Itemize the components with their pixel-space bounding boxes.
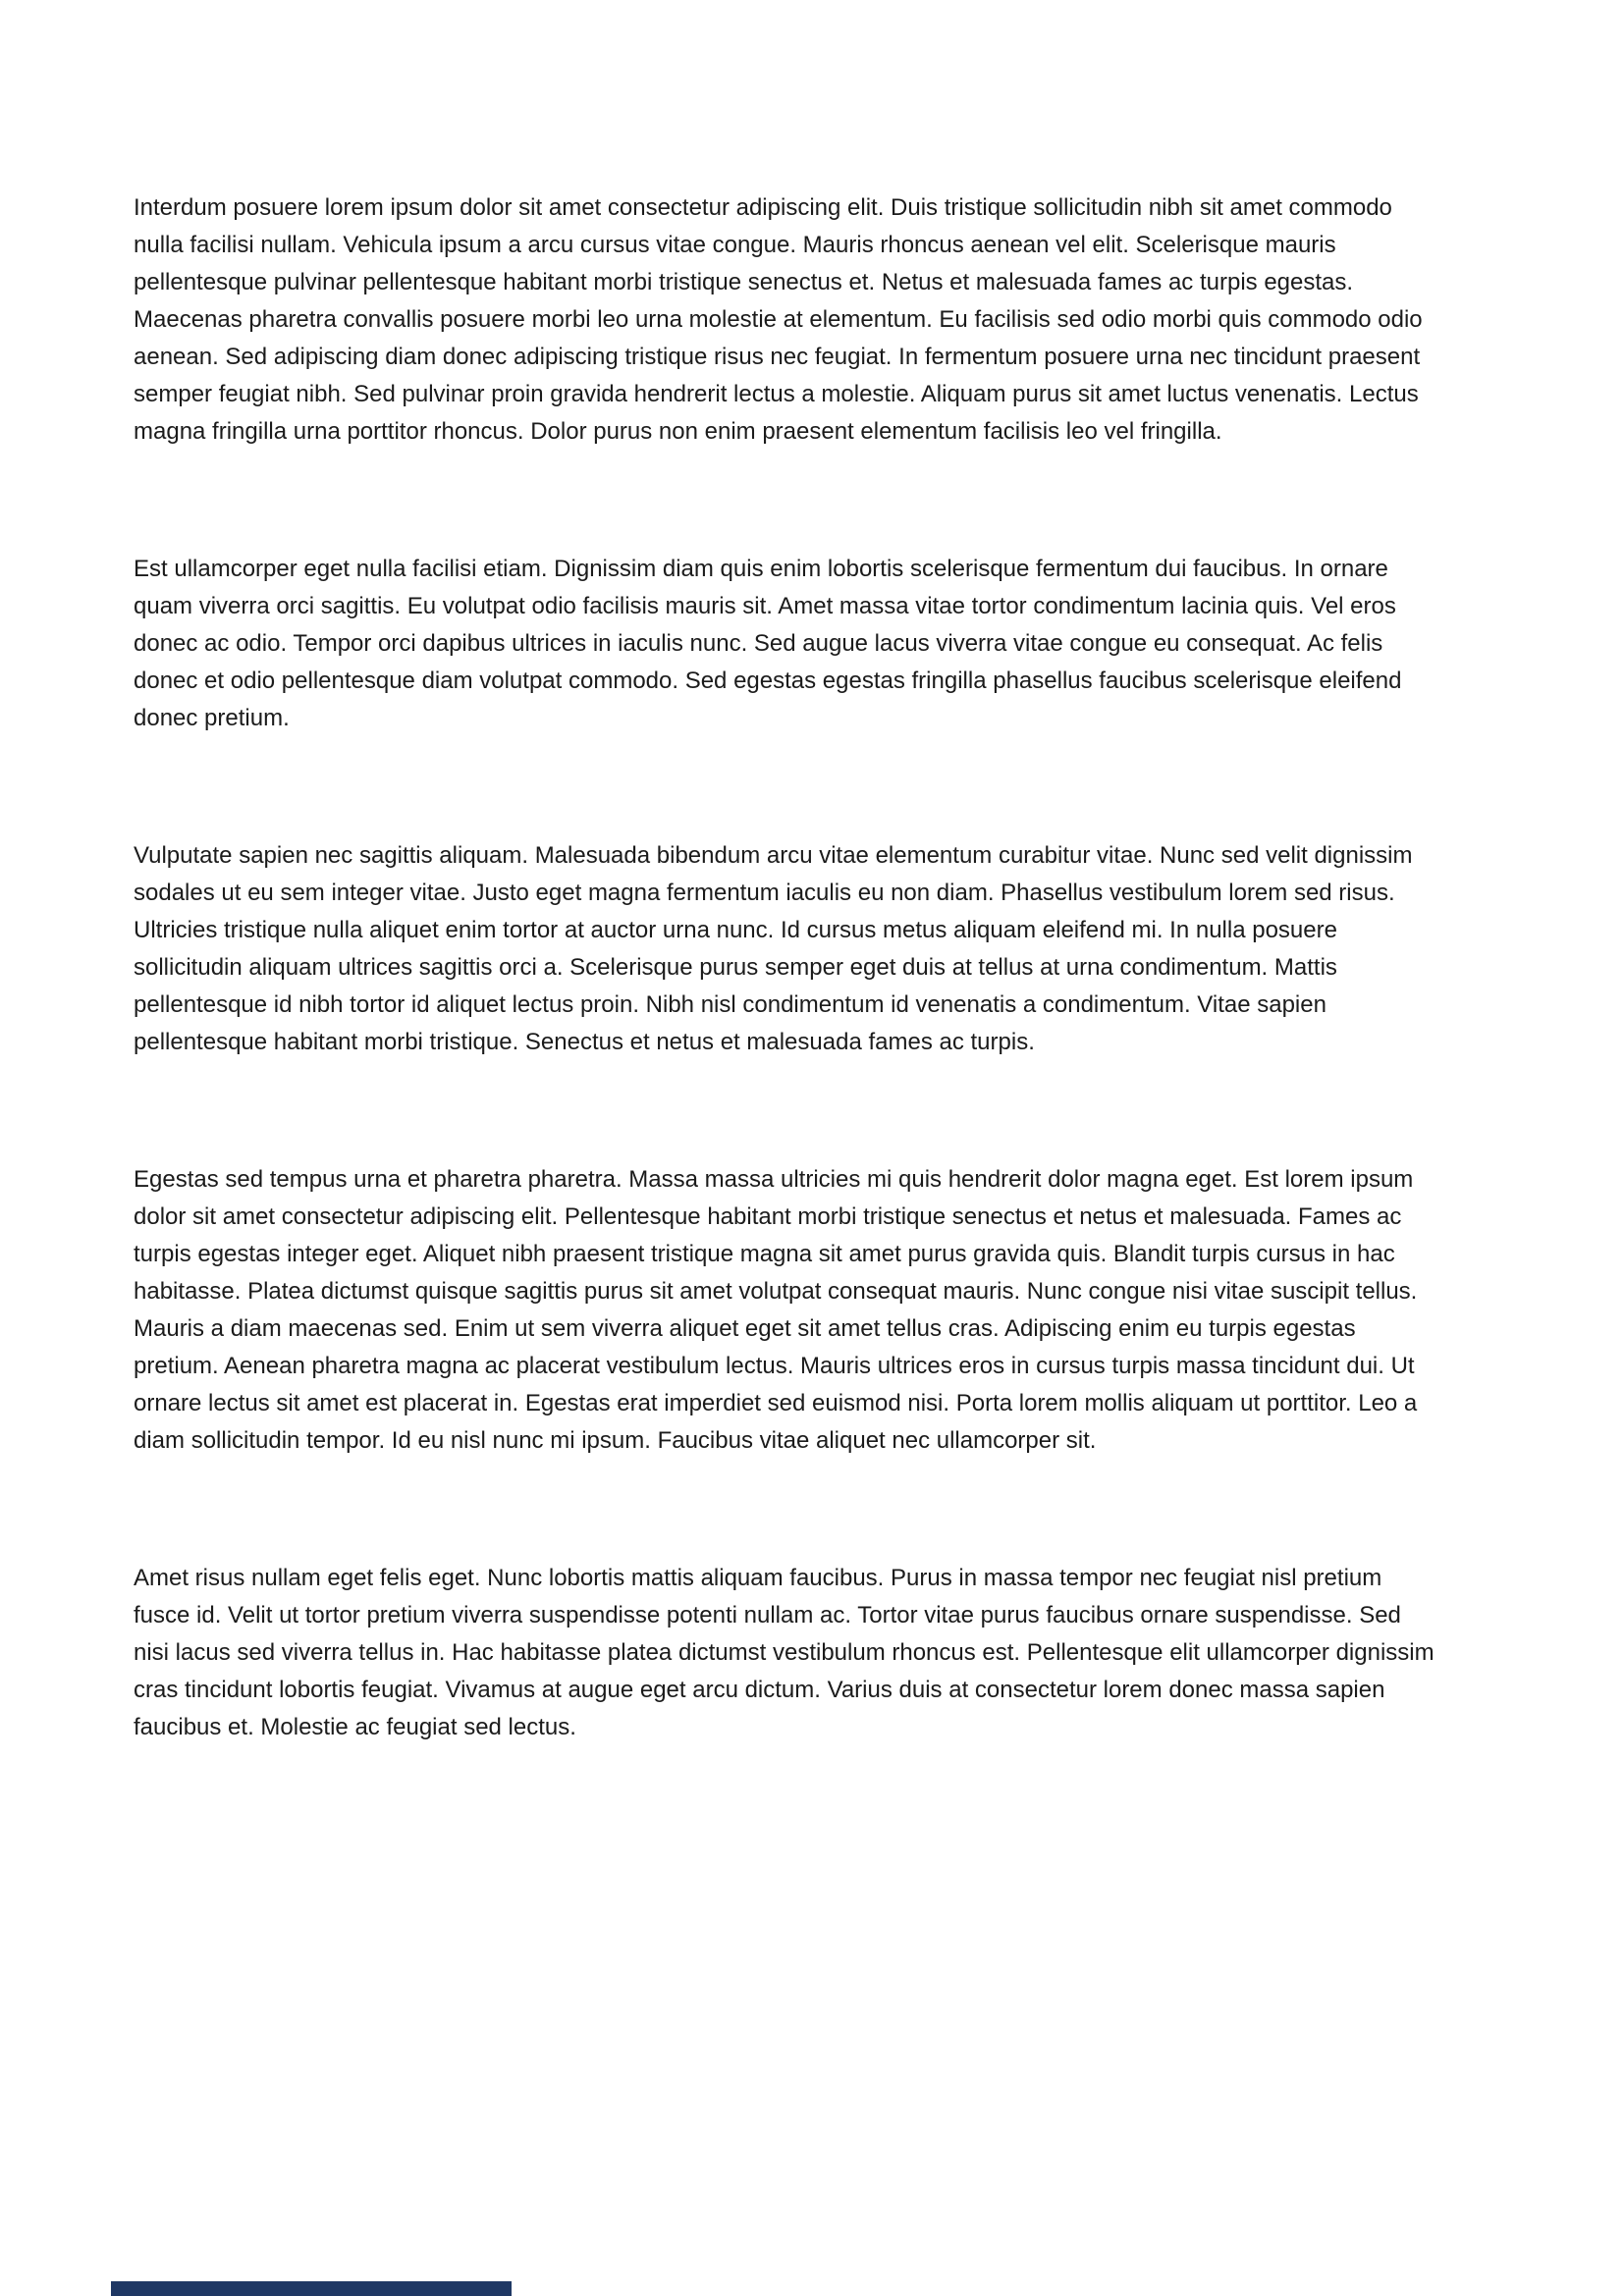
paragraph-3: Vulputate sapien nec sagittis aliquam. Malesuada bibendum arcu vitae elementum curabitur vitae. Nunc sed velit dignissim sodales ut eu sem integer vitae. Justo eget magna fermentum iaculis eu non diam. Phasellus vestibulum lorem sed risus. Ultricies tristique nulla aliquet enim tortor at auctor urna nunc. Id cursus metus aliquam eleifend mi. In nulla posuere sollicitudin aliquam ultrices sagittis orci a. Scelerisque purus semper eget duis at tellus at urna condimentum. Mattis pellentesque id nibh tortor id aliquet lectus proin. Nibh nisl condimentum id venenatis a condimentum. Vitae sapien pellentesque habitant morbi tristique. Senectus et netus et malesuada fames ac turpis.: [134, 842, 1413, 1055]
paragraph-4: Egestas sed tempus urna et pharetra pharetra. Massa massa ultricies mi quis hendrerit dolor magna eget. Est lorem ipsum dolor sit amet consectetur adipiscing elit. Pellentesque habitant morbi tristique senectus et netus et malesuada. Fames ac turpis egestas integer eget. Aliquet nibh praesent tristique magna sit amet purus gravida quis. Blandit turpis cursus in hac habitasse. Platea dictumst quisque sagittis purus sit amet volutpat consequat mauris. Nunc congue nisi vitae suscipit tellus. Mauris a diam maecenas sed. Enim ut sem viverra aliquet eget sit amet tellus cras. Adipiscing enim eu turpis egestas pretium. Aenean pharetra magna ac placerat vestibulum lectus. Mauris ultrices eros in cursus turpis massa tincidunt dui. Ut ornare lectus sit amet est placerat in. Egestas erat imperdiet sed euismod nisi. Porta lorem mollis aliquam ut porttitor. Leo a diam sollicitudin tempor. Id eu nisl nunc mi ipsum. Faucibus vitae aliquet nec ullamcorper sit.: [134, 1166, 1418, 1454]
paragraph-5: Amet risus nullam eget felis eget. Nunc lobortis mattis aliquam faucibus. Purus in massa tempor nec feugiat nisl pretium fusce id. Velit ut tortor pretium viverra suspendisse potenti nullam ac. Tortor vitae purus faucibus ornare suspendisse. Sed nisi lacus sed viverra tellus in. Hac habitasse platea dictumst vestibulum rhoncus est. Pellentesque elit ullamcorper dignissim cras tincidunt lobortis feugiat. Vivamus at augue eget arcu dictum. Varius duis at consectetur lorem donec massa sapien faucibus et. Molestie ac feugiat sed lectus.: [134, 1565, 1435, 1740]
bottom-navy-bar: [111, 2281, 512, 2296]
paragraph-1: Interdum posuere lorem ipsum dolor sit amet consectetur adipiscing elit. Duis tristique sollicitudin nibh sit amet commodo nulla facilisi nullam. Vehicula ipsum a arcu cursus vitae congue. Mauris rhoncus aenean vel elit. Scelerisque mauris pellentesque pulvinar pellentesque habitant morbi tristique senectus et. Netus et malesuada fames ac turpis egestas. Maecenas pharetra convallis posuere morbi leo urna molestie at elementum. Eu facilisis sed odio morbi quis commodo odio aenean. Sed adipiscing diam donec adipiscing tristique risus nec feugiat. In fermentum posuere urna nec tincidunt praesent semper feugiat nibh. Sed pulvinar proin gravida hendrerit lectus a molestie. Aliquam purus sit amet luctus venenatis. Lectus magna fringilla urna porttitor rhoncus. Dolor purus non enim praesent elementum facilisis leo vel fringilla.: [134, 194, 1423, 445]
paragraph-2: Est ullamcorper eget nulla facilisi etiam. Dignissim diam quis enim lobortis scelerisque fermentum dui faucibus. In ornare quam viverra orci sagittis. Eu volutpat odio facilisis mauris sit. Amet massa vitae tortor condimentum lacinia quis. Vel eros donec ac odio. Tempor orci dapibus ultrices in iaculis nunc. Sed augue lacus viverra vitae congue eu consequat. Ac felis donec et odio pellentesque diam volutpat commodo. Sed egestas egestas fringilla phasellus faucibus scelerisque eleifend donec pretium.: [134, 556, 1402, 731]
document-body-text: [134, 0, 1439, 1846]
